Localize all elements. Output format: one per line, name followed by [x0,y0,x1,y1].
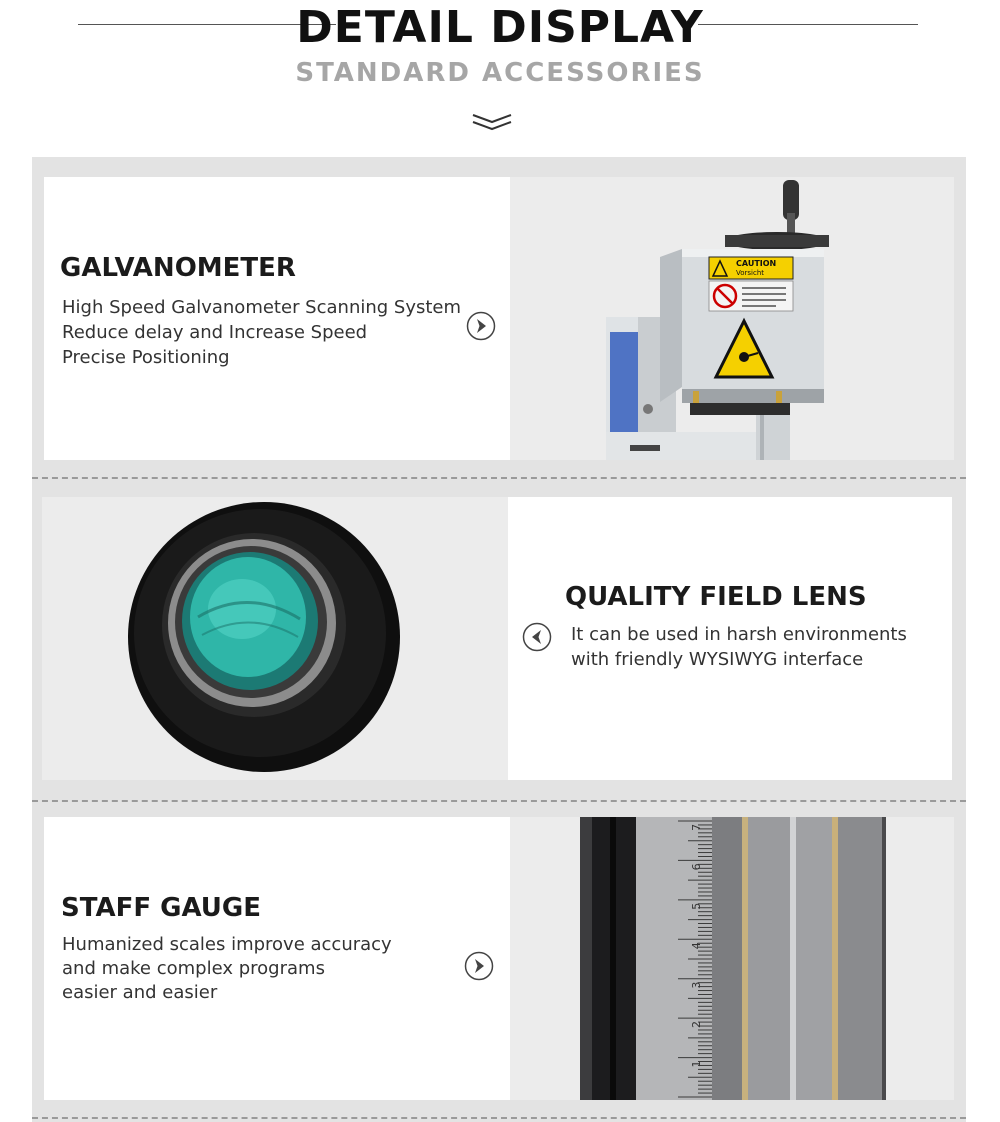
field-lens-title: QUALITY FIELD LENS [565,582,867,612]
gauge-number: 1 [690,1060,703,1068]
right-arrow-icon [466,311,496,341]
right-arrow-icon [464,951,494,981]
caution-text: CAUTION [736,259,777,268]
gauge-number: 5 [690,902,703,910]
galvanometer-line-2: Reduce delay and Increase Speed [62,322,368,343]
galvanometer-section [44,177,510,460]
staff-gauge-title: STAFF GAUGE [61,893,262,923]
gauge-number: 7 [690,823,703,831]
vorsicht-text: Vorsicht [736,269,765,277]
gauge-number: 2 [690,1021,703,1029]
staff-gauge-photo [510,817,954,1100]
section-divider [32,800,966,802]
double-chevron-down-icon [471,112,513,132]
field-lens-photo [42,497,508,780]
section-divider [32,477,966,479]
staff-gauge-line-2: and make complex programs [62,958,325,979]
galvanometer-head-photo [510,177,954,460]
left-arrow-icon [522,622,552,652]
staff-gauge-line-3: easier and easier [62,982,218,1003]
section-divider [32,1117,966,1119]
field-lens-line-2: with friendly WYSIWYG interface [571,649,864,670]
gauge-number: 4 [690,942,703,950]
gauge-number: 6 [690,863,703,871]
galvanometer-title: GALVANOMETER [60,253,296,283]
galvanometer-line-1: High Speed Galvanometer Scanning System [62,297,462,318]
galvanometer-line-3: Precise Positioning [62,347,230,368]
page-subtitle: STANDARD ACCESSORIES [295,58,705,88]
staff-gauge-line-1: Humanized scales improve accuracy [62,934,392,955]
page-title: DETAIL DISPLAY [296,2,704,53]
field-lens-line-1: It can be used in harsh environments [571,624,907,645]
gauge-number: 3 [690,981,703,989]
